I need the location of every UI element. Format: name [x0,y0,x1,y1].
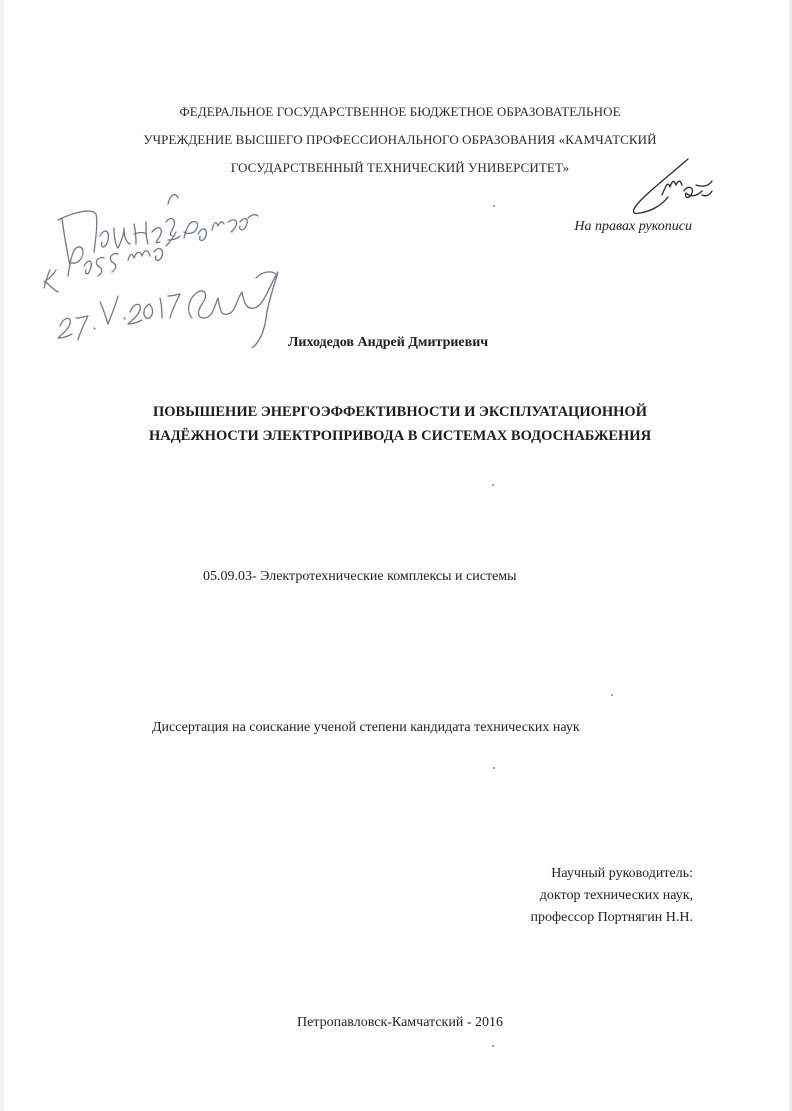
handwritten-resolution-note [34,178,304,348]
scientific-supervisor [531,863,693,929]
scan-speck [493,205,495,207]
scan-speck [493,767,495,769]
author-name: Лиходедов Андрей Дмитриевич [288,335,489,350]
scan-speck [492,1045,494,1047]
manuscript-rights-note: На правах рукописи [574,219,692,234]
scan-speck [611,694,613,696]
signature [622,155,722,225]
supervisor-label: Научный руководитель: [551,866,693,881]
title-line-2: НАДЁЖНОСТИ ЭЛЕКТРОПРИВОДА В СИСТЕМАХ ВОДОСНАБЖЕНИЯ [148,428,652,444]
organization-line-2: УЧРЕЖДЕНИЕ ВЫСШЕГО ПРОФЕССИОНАЛЬНОГО ОБРАЗОВАНИЯ «КАМЧАТСКИЙ [143,132,657,147]
city-and-year: Петропавловск-Камчатский - 2016 [296,1015,503,1030]
organization-line-3: ГОСУДАРСТВЕННЫЙ ТЕХНИЧЕСКИЙ УНИВЕРСИТЕТ» [230,160,570,175]
organization-line-1: ФЕДЕРАЛЬНОЕ ГОСУДАРСТВЕННОЕ БЮДЖЕТНОЕ ОБРАЗОВАТЕЛЬНОЕ [179,104,621,119]
scan-speck [492,484,494,486]
degree-statement: Диссертация на соискание ученой степени кандидата технических наук [152,720,580,735]
title-line-1: ПОВЫШЕНИЕ ЭНЕРГОЭФФЕКТИВНОСТИ И ЭКСПЛУАТАЦИОННОЙ [153,404,647,420]
supervisor-name: профессор Портнягин Н.Н. [530,910,693,925]
supervisor-degree: доктор технических наук, [539,888,693,903]
dissertation-title [4,400,792,448]
specialty-code: 05.09.03- Электротехнические комплексы и системы [203,569,517,584]
